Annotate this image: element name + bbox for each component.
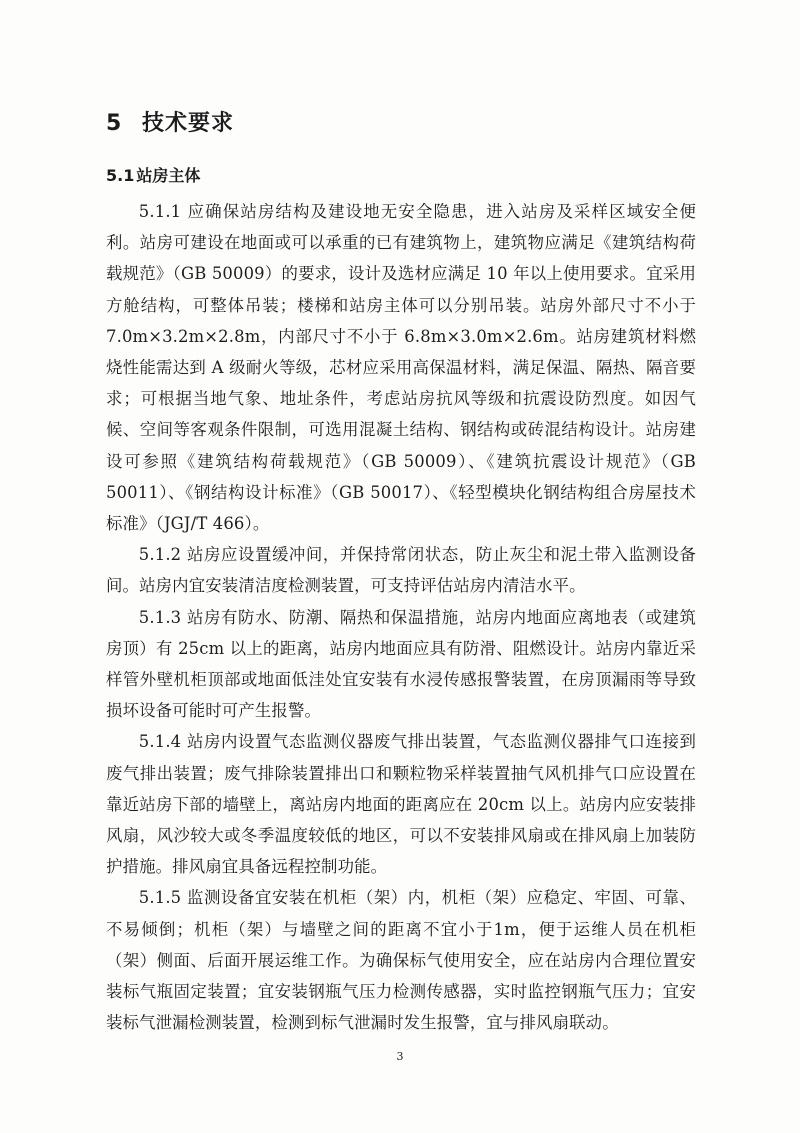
chapter-number: 5 — [106, 111, 123, 136]
paragraph-5-1-5: 5.1.5 监测设备宜安装在机柜（架）内，机柜（架）应稳定、牢固、可靠、不易倾倒；机柜（架）与墙壁之间的距离不宜小于1m，便于运维人员在机柜（架）侧面、后面开展运维工作。为确保标气使用安全，应在站房内合理位置安装标气瓶固定装置；宜安装钢瓶气压力检测传感器，实时监控钢瓶气压力；宜安装标气泄漏检测装置，检测到标气泄漏时发生报警，宜与排风扇联动。 — [106, 888, 696, 1033]
paragraph-5-1-3: 5.1.3 站房有防水、防潮、隔热和保温措施，站房内地面应离地表（或建筑房顶）有 25cm 以上的距离，站房内地面应具有防滑、阻燃设计。站房内靠近采样管外壁机柜顶部或地面低洼处宜安装有水浸传感报警装置，在房顶漏雨等导致损坏设备可能时可产生报警。 — [106, 607, 696, 721]
chapter-heading — [106, 108, 234, 140]
section-number: 5.1 — [106, 166, 135, 185]
paragraph-5-1-1: 5.1.1 应确保站房结构及建设地无安全隐患，进入站房及采样区域安全便利。站房可建设在地面或可以承重的已有建筑物上，建筑物应满足《建筑结构荷载规范》（GB 50009）的要求，设计及选材应满足 10 年以上使用要求。宜采用方舱结构，可整体吊装；楼梯和站房主体可以分别吊装。站房外部尺寸不小于7.0m×3.2m×2.8m，内部尺寸不小于 6.8m×3.0m×2.6m。站房建筑材料燃烧性能需达到 A 级耐火等级，芯材应采用高保温材料，满足保温、隔热、隔音要求；可根据当地气象、地址条件，考虑站房抗风等级和抗震设防烈度。如因气候、空间等客观条件限制，可选用混凝土结构、钢结构或砖混结构设计。站房建设可参照《建筑结构荷载规范》（GB 50009）、《建筑抗震设计规范》（GB 50011）、《钢结构设计标准》（GB 50017）、《轻型模块化钢结构组合房屋技术标准》（JGJ/T 466）。 — [106, 202, 696, 534]
paragraph-5-1-4: 5.1.4 站房内设置气态监测仪器废气排出装置，气态监测仪器排气口连接到废气排出装置；废气排除装置排出口和颗粒物采样装置抽气风机排气口应设置在靠近站房下部的墙壁上，离站房内地面的距离应在 20cm 以上。站房内应安装排风扇，风沙较大或冬季温度较低的地区，可以不安装排风扇或在排风扇上加装防护措施。排风扇宜具备远程控制功能。 — [106, 732, 696, 877]
paragraph-5-1-2: 5.1.2 站房应设置缓冲间，并保持常闭状态，防止灰尘和泥土带入监测设备间。站房内宜安装清洁度检测装置，可支持评估站房内清洁水平。 — [106, 545, 696, 596]
section-title-text: 站房主体 — [136, 166, 201, 185]
body-text — [106, 196, 696, 1038]
chapter-title-text: 技术要求 — [142, 111, 235, 136]
page-number: 3 — [396, 1050, 404, 1063]
section-heading — [106, 164, 200, 188]
